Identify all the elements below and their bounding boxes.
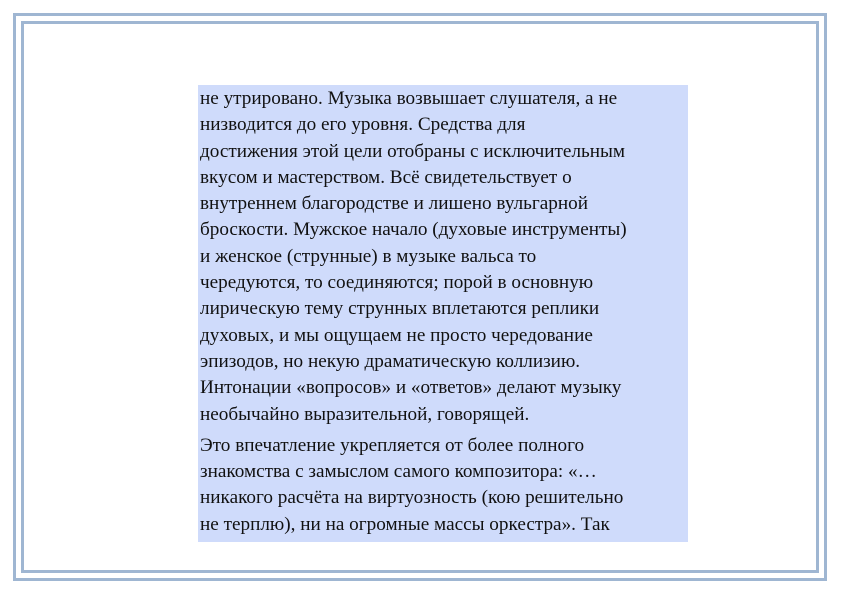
text-line: эпизодов, но некую драматическую коллизию. xyxy=(200,350,581,372)
text-line: достижения этой цели отобраны с исключительным xyxy=(200,140,626,162)
text-line: Это впечатление укрепляется от более полного xyxy=(200,434,585,456)
text-line: броскости. Мужское начало (духовые инструменты) xyxy=(200,219,627,241)
text-line: чередуются, то соединяются; порой в основную xyxy=(200,272,594,294)
text-line: не утрировано. Музыка возвышает слушателя, а не xyxy=(200,88,618,109)
paragraph-2 xyxy=(200,433,688,538)
text-line: и женское (струнные) в музыке вальса то xyxy=(200,245,537,267)
paragraph-1 xyxy=(200,86,688,428)
text-line: низводится до его уровня. Средства для xyxy=(200,114,526,136)
text-line: не терплю), ни на огромные массы оркестра». Так xyxy=(200,513,610,535)
highlighted-text-block xyxy=(198,85,688,542)
text-line: никакого расчёта на виртуозность (кою решительно xyxy=(200,487,624,509)
text-line: духовых, и мы ощущаем не просто чередование xyxy=(200,324,593,346)
text-line: лирическую тему струнных вплетаются реплики xyxy=(200,298,600,320)
text-line: Интонации «вопросов» и «ответов» делают музыку xyxy=(200,377,622,399)
text-line: вкусом и мастерством. Всё свидетельствует о xyxy=(200,166,572,188)
text-line: необычайно выразительной, говорящей. xyxy=(200,403,530,425)
text-line: внутреннем благородстве и лишено вульгарной xyxy=(200,193,589,215)
text-line: знакомства с замыслом самого композитора: «… xyxy=(200,461,597,483)
